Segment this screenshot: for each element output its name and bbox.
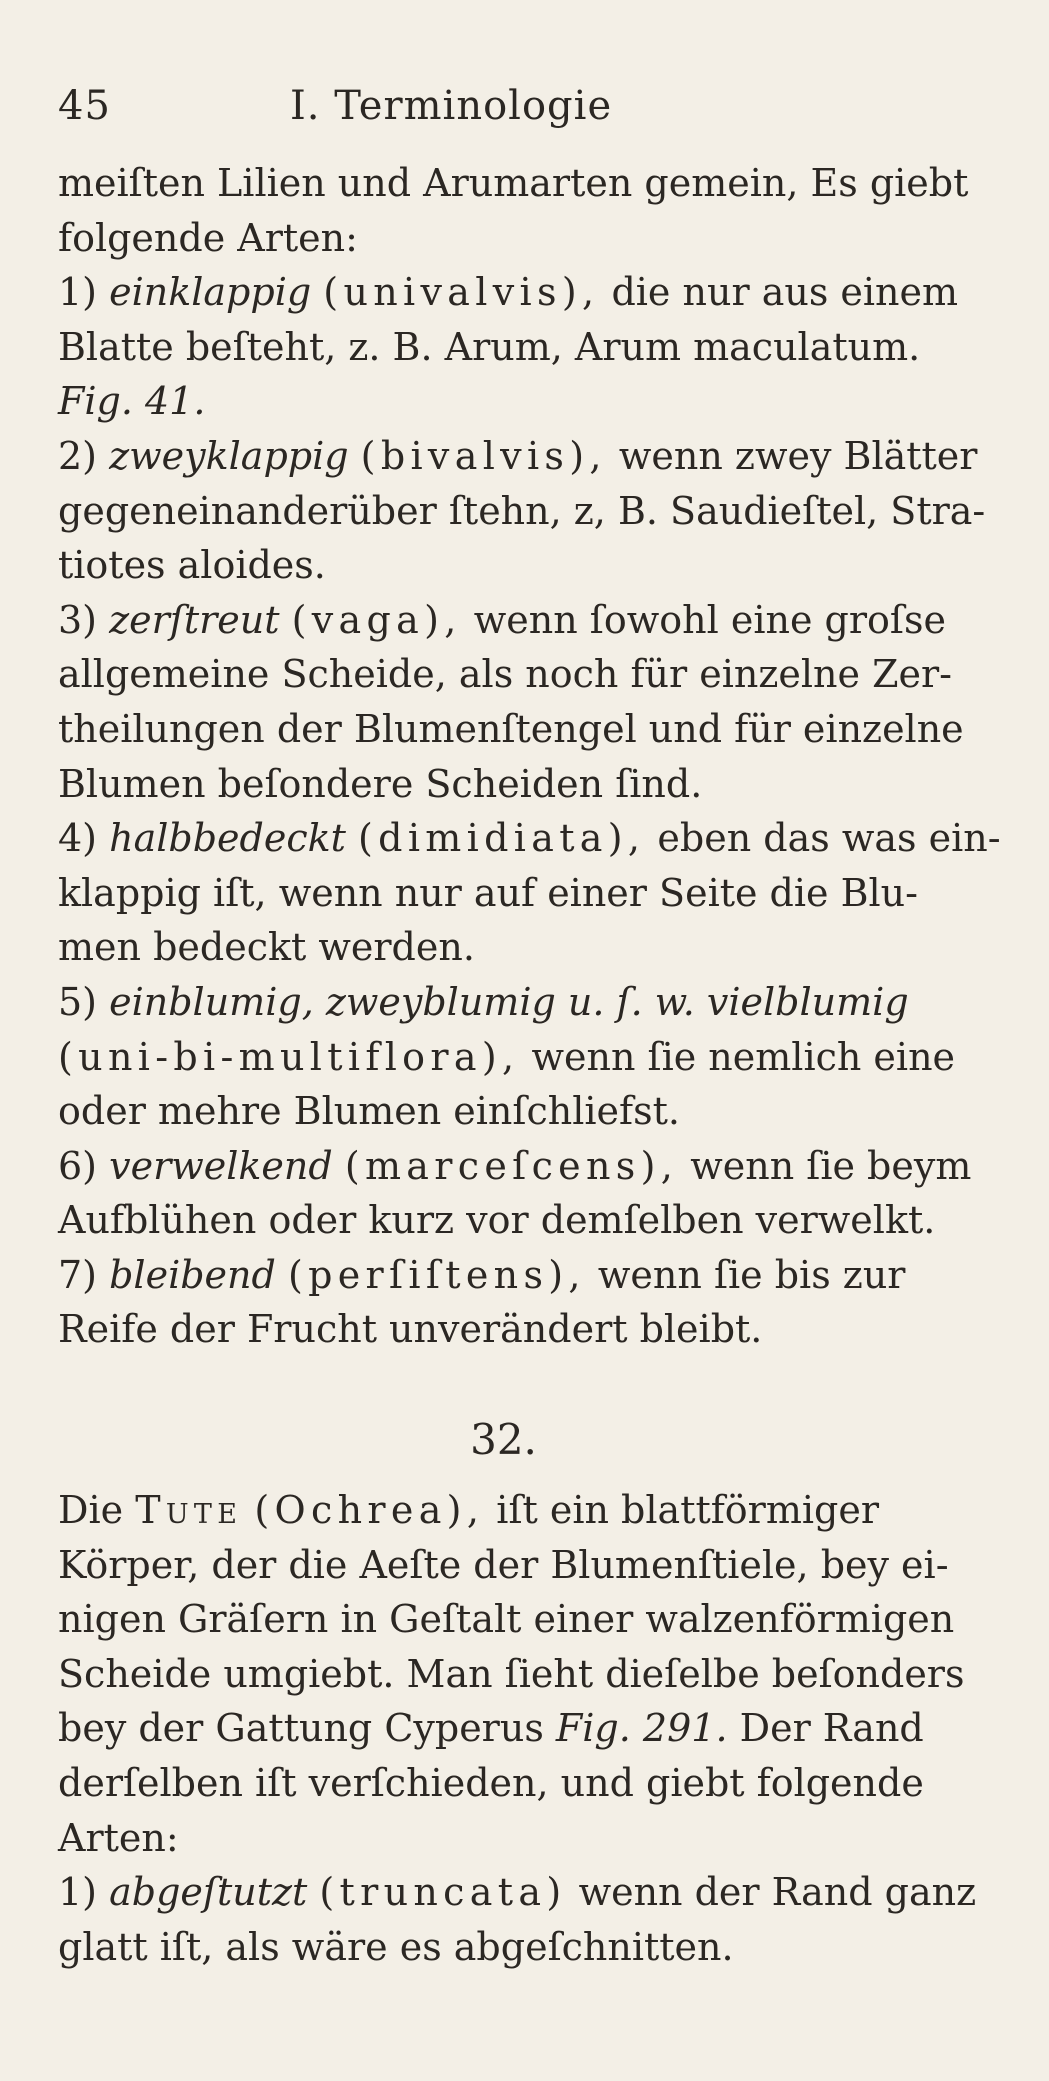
list-item-persistens xyxy=(58,1248,1009,1303)
list-item-multiflora xyxy=(58,975,1009,1030)
section-term: Tute xyxy=(135,1488,243,1533)
item-term: bleibend xyxy=(109,1252,276,1297)
item-text: wenn ſie bis zur xyxy=(585,1252,906,1297)
section-latin: (Ochrea), xyxy=(254,1488,485,1533)
intro-text: Die xyxy=(58,1488,136,1533)
text-line: nigen Gräſern in Geſtalt einer walzenförmigen xyxy=(58,1597,955,1642)
list-item-multiflora-cont xyxy=(58,1030,1009,1085)
text-line: Scheide umgiebt. Man ſieht dieſelbe beſonders xyxy=(58,1651,965,1696)
item-term: verwelkend xyxy=(109,1143,333,1188)
running-head: I. Terminologie xyxy=(290,83,613,129)
item-number: 3) xyxy=(58,597,98,642)
text-line: folgende Arten: xyxy=(58,215,358,260)
text-line: glatt iſt, als wäre es abgeſchnitten. xyxy=(58,1924,734,1969)
list-item-dimidiata xyxy=(58,811,1009,866)
line-text: bey der Gattung Cyperus xyxy=(58,1706,556,1751)
item-latin: (bivalvis), xyxy=(360,433,607,478)
item-text: wenn ſie beym xyxy=(678,1143,972,1188)
text-line: Körper, der die Aeſte der Blumenſtiele, bey ei- xyxy=(58,1542,949,1587)
text-line: men bedeckt werden. xyxy=(58,925,475,970)
text-line: allgemeine Scheide, als noch für einzelne Zer- xyxy=(58,652,952,697)
item-term: zweyklappig xyxy=(109,433,349,478)
item-text: wenn zwey Blätter xyxy=(606,433,978,478)
figure-ref: Fig. 291. xyxy=(555,1706,728,1751)
item-term: halbbedeckt xyxy=(109,816,346,861)
item-latin: (vaga), xyxy=(291,597,462,642)
item-text: die nur aus einem xyxy=(599,270,959,315)
list-item-marcescens xyxy=(58,1139,1009,1194)
intro-text: iſt ein blattförmiger xyxy=(484,1488,880,1533)
item-number: 1) xyxy=(58,270,98,315)
item-latin: (dimidiata), xyxy=(358,816,646,861)
list-item-bivalvis xyxy=(58,429,1009,484)
section-number: 32. xyxy=(470,1415,537,1465)
text-line: gegeneinanderüber ſtehn, z, B. Saudieſtel, Stra- xyxy=(58,488,986,533)
item-term: einklappig xyxy=(109,270,312,315)
item-latin: (perſiſtens), xyxy=(287,1252,586,1297)
item-latin: (marceſcens), xyxy=(344,1143,679,1188)
item-term: abgeſtutzt xyxy=(109,1870,308,1915)
list-item-univalvis xyxy=(58,265,1009,320)
section-intro xyxy=(58,1483,1009,1538)
text-line: derſelben iſt verſchieden, und giebt folgende xyxy=(58,1761,924,1806)
item-term: einblumig, zweyblumig u. ſ. w. vielblumig xyxy=(109,979,909,1024)
item-term: zerſtreut xyxy=(109,597,280,642)
item-number: 5) xyxy=(58,979,98,1024)
item-number: 4) xyxy=(58,816,98,861)
figure-ref: Fig. 41. xyxy=(58,379,206,424)
figure-reference xyxy=(58,374,1009,429)
item-latin: (truncata) xyxy=(319,1870,567,1915)
item-text: eben das was ein- xyxy=(645,816,1001,861)
list-item-truncata xyxy=(58,1865,1009,1920)
page-number: 45 xyxy=(58,83,111,129)
item-latin: (univalvis), xyxy=(323,270,600,315)
item-text: wenn der Rand ganz xyxy=(566,1870,977,1915)
text-line: klappig iſt, wenn nur auf einer Seite die Blu- xyxy=(58,870,918,915)
text-line: Blumen beſondere Scheiden ſind. xyxy=(58,761,703,806)
text-line: Aufblühen oder kurz vor demſelben verwelkt. xyxy=(58,1198,936,1243)
text-line: Reife der Frucht unverändert bleibt. xyxy=(58,1307,763,1352)
text-line: tiotes aloides. xyxy=(58,543,326,588)
item-number: 1) xyxy=(58,1870,98,1915)
text-line-with-figure xyxy=(58,1701,1009,1756)
text-line: theilungen der Blumenſtengel und für einzelne xyxy=(58,706,964,751)
item-text: wenn ſie nemlich eine xyxy=(519,1034,956,1079)
text-line: Arten: xyxy=(58,1815,179,1860)
text-line: oder mehre Blumen einſchliefst. xyxy=(58,1089,680,1134)
item-text: wenn ſowohl eine groſse xyxy=(461,597,946,642)
item-number: 2) xyxy=(58,433,98,478)
line-text: Der Rand xyxy=(727,1706,924,1751)
list-item-vaga xyxy=(58,593,1009,648)
item-latin: (uni-bi-multiflora), xyxy=(58,1034,520,1079)
text-line: meiſten Lilien und Arumarten gemein, Es giebt xyxy=(58,161,969,205)
page-header xyxy=(58,78,1009,134)
text-line: Blatte beſteht, z. B. Arum, Arum maculatum. xyxy=(58,324,921,369)
item-number: 7) xyxy=(58,1252,98,1297)
item-number: 6) xyxy=(58,1143,98,1188)
